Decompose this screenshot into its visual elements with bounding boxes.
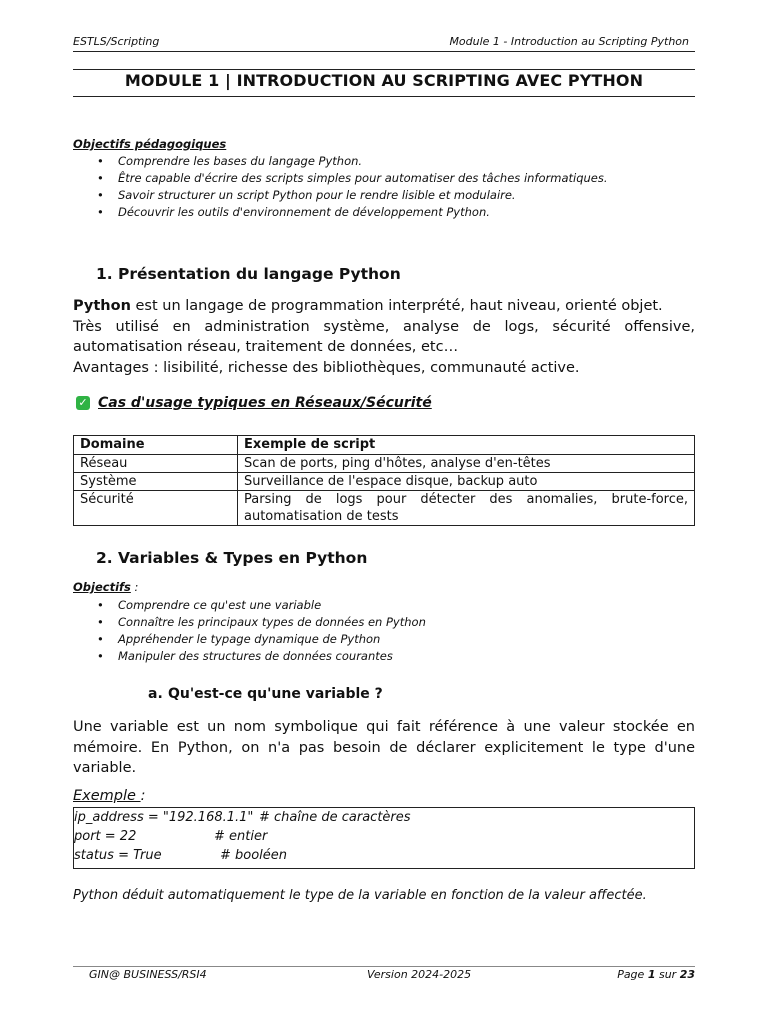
list-item: • Manipuler des structures de données courantes — [73, 648, 426, 665]
section-2-heading — [96, 549, 367, 567]
section-2-objectives — [73, 597, 426, 665]
example-colon: : — [140, 788, 146, 804]
para-text: mémoire. En Python, on n'a pas besoin de déclarer explicitement le type d'une — [73, 739, 695, 756]
para-text: est un langage de programmation interprété, haut niveau, orienté objet. — [130, 298, 663, 314]
table-cell: Système — [74, 473, 238, 491]
use-cases-title: Cas d'usage typiques en Réseaux/Sécurité — [98, 395, 432, 411]
section-1-paragraph — [73, 296, 695, 378]
section-number: 1. — [96, 265, 113, 283]
code-line: status = True — [74, 848, 162, 863]
code-comment: # chaîne de caractères — [259, 810, 411, 825]
objectifs-word: Objectifs — [73, 580, 131, 594]
para-text: Très utilisé en administration système, analyse de logs, sécurité offensive, — [73, 318, 695, 335]
code-line: port = 22 — [74, 829, 137, 844]
code-comment: # booléen — [220, 848, 288, 863]
list-item: • Comprendre ce qu'est une variable — [73, 597, 426, 614]
header-right: Module 1 - Introduction au Scripting Python — [449, 35, 689, 48]
objectives-heading: Objectifs pédagogiques — [73, 137, 227, 151]
para-text: Une variable est un nom symbolique qui fait référence à une valeur stockée en — [73, 719, 695, 735]
section-title: Variables & Types en Python — [118, 549, 368, 567]
title-rule-bottom — [73, 96, 695, 97]
list-item: • Connaître les principaux types de données en Python — [73, 614, 426, 631]
para-text: Avantages : lisibilité, richesse des bibliothèques, communauté active. — [73, 359, 580, 376]
column-header: Exemple de script — [238, 436, 695, 455]
subsection-title: Qu'est-ce qu'une variable ? — [168, 686, 383, 702]
code-example-box — [73, 807, 695, 869]
title-rule-top — [73, 69, 695, 70]
table-cell: Réseau — [74, 455, 238, 473]
page-sep: sur — [655, 968, 680, 981]
table-cell: Scan de ports, ping d'hôtes, analyse d'en-têtes — [238, 455, 695, 473]
column-header: Domaine — [74, 436, 238, 455]
list-item: • Être capable d'écrire des scripts simples pour automatiser des tâches informatiques. — [73, 170, 608, 187]
list-item: • Savoir structurer un script Python pour le rendre lisible et modulaire. — [73, 187, 608, 204]
code-line: ip_address = "192.168.1.1" — [74, 810, 254, 825]
use-cases-table — [73, 435, 695, 526]
section-1-heading — [96, 265, 401, 283]
page-total: 23 — [679, 968, 695, 981]
objectifs-label — [73, 580, 138, 594]
footer-center: Version 2024-2025 — [367, 968, 472, 981]
checkbox-icon: ✓ — [76, 396, 90, 410]
para-text: automatisation réseau, traitement de données, etc… — [73, 339, 459, 355]
table-header-row — [74, 436, 695, 455]
list-item: • Comprendre les bases du langage Python. — [73, 153, 608, 170]
table-row — [74, 455, 695, 473]
table-cell: Surveillance de l'espace disque, backup auto — [238, 473, 695, 491]
section-title: Présentation du langage Python — [118, 265, 401, 283]
header-left: ESTLS/Scripting — [73, 35, 160, 48]
footer-page-number — [617, 968, 695, 981]
footer-rule — [73, 966, 695, 967]
example-word: Exemple — [73, 788, 141, 804]
cell-line: automatisation de tests — [244, 509, 399, 524]
table-cell: Sécurité — [74, 491, 238, 526]
python-bold: Python — [73, 298, 131, 314]
list-item: • Découvrir les outils d'environnement de développement Python. — [73, 204, 608, 221]
header-rule — [73, 51, 695, 52]
objectifs-colon: : — [130, 580, 139, 594]
code-comment: # entier — [214, 829, 268, 844]
document-title: MODULE 1 | INTRODUCTION AU SCRIPTING AVEC PYTHON — [124, 71, 644, 90]
page-current: 1 — [647, 968, 656, 981]
use-cases-heading — [76, 395, 432, 411]
variable-paragraph — [73, 717, 695, 779]
table-row — [74, 491, 695, 526]
footer-left: GIN@ BUSINESS/RSI4 — [89, 968, 207, 981]
list-item: • Appréhender le typage dynamique de Python — [73, 631, 426, 648]
page-prefix: Page — [617, 968, 648, 981]
type-inference-note: Python déduit automatiquement le type de la variable en fonction de la valeur affectée. — [73, 888, 647, 903]
cell-line: Parsing de logs pour détecter des anomalies, brute-force, — [244, 492, 688, 507]
para-text: variable. — [73, 760, 137, 776]
table-cell — [238, 491, 695, 526]
example-label — [73, 788, 145, 804]
table-row — [74, 473, 695, 491]
subsection-letter: a. — [148, 686, 163, 702]
subsection-a-heading — [148, 686, 383, 702]
objectives-list — [73, 153, 608, 221]
section-number: 2. — [96, 549, 113, 567]
